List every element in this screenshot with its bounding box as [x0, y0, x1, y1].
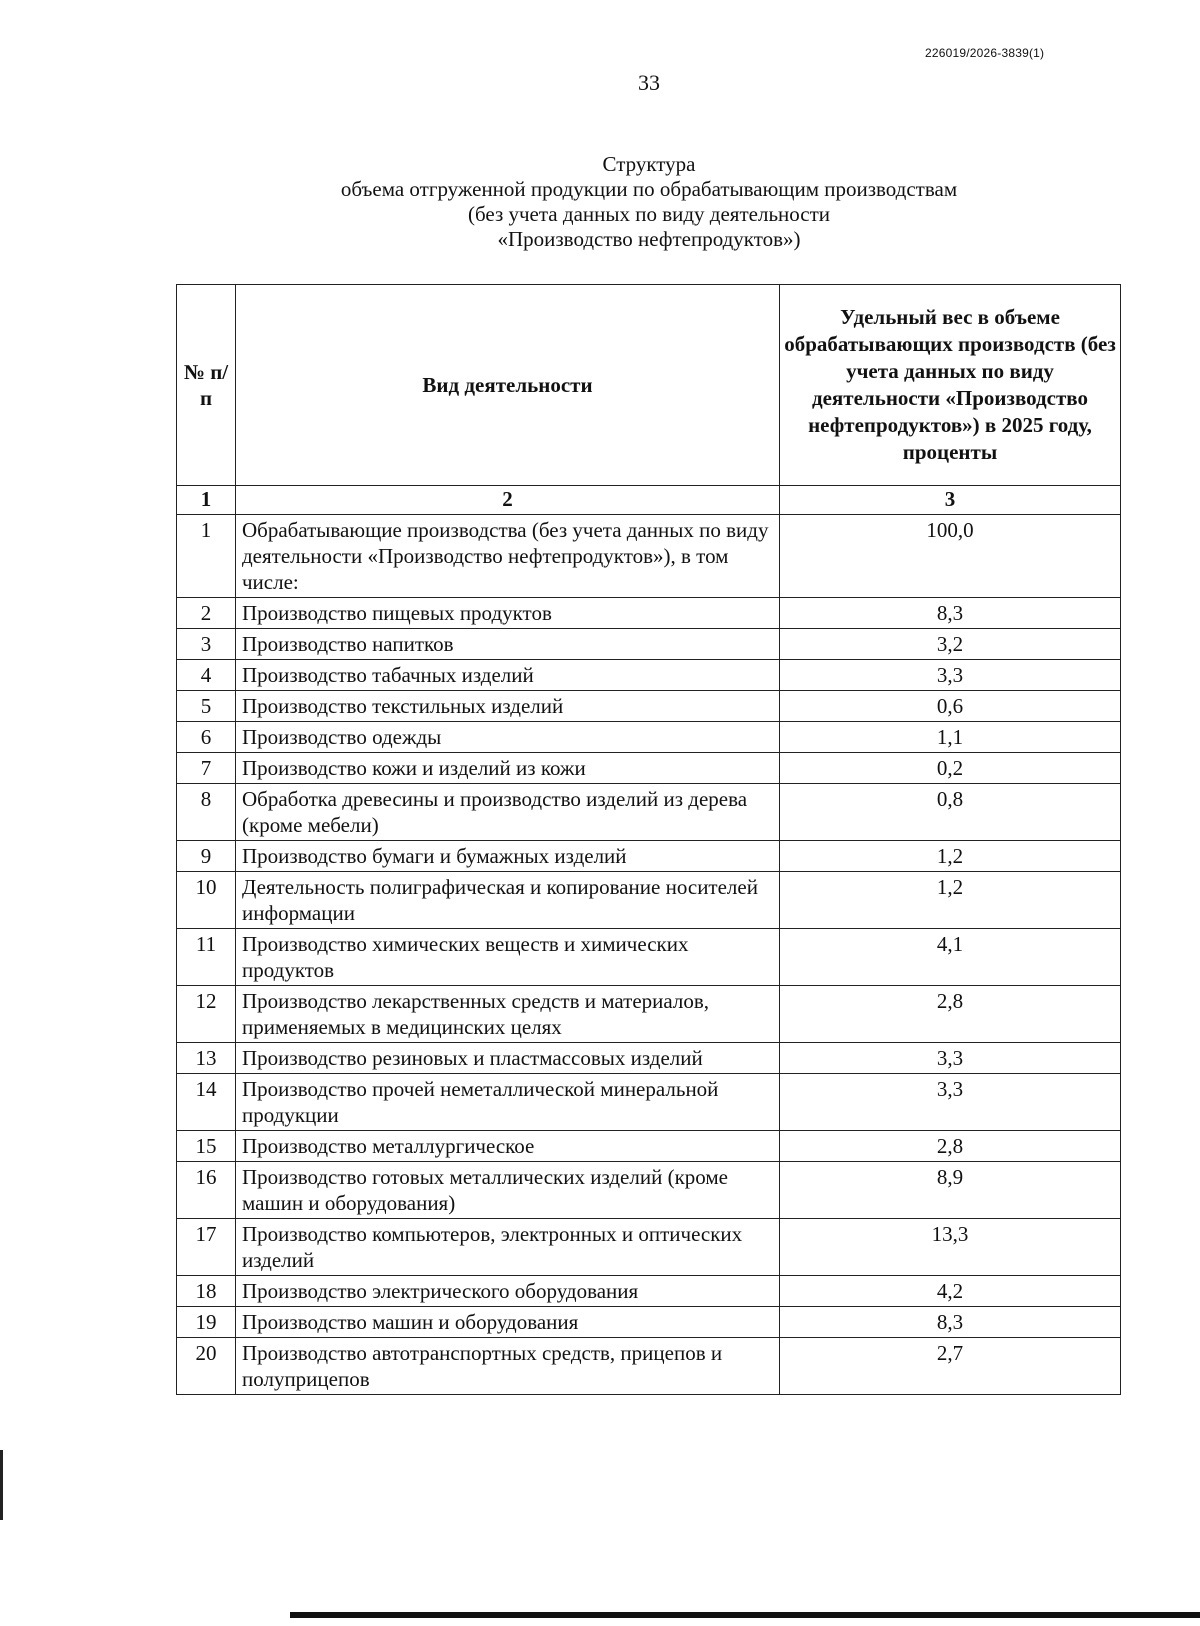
row-share: 1,2	[780, 872, 1121, 929]
row-share: 8,3	[780, 598, 1121, 629]
row-activity: Производство машин и оборудования	[236, 1307, 780, 1338]
table-row	[177, 872, 1121, 929]
title-line: Структура	[602, 152, 696, 176]
table-header-row	[177, 285, 1121, 486]
row-number: 17	[177, 1219, 236, 1276]
row-number: 4	[177, 660, 236, 691]
table-row	[177, 1131, 1121, 1162]
table-row	[177, 1338, 1121, 1395]
row-activity: Производство кожи и изделий из кожи	[236, 753, 780, 784]
table-row	[177, 660, 1121, 691]
row-activity: Производство напитков	[236, 629, 780, 660]
table-index-row	[177, 486, 1121, 515]
row-share: 100,0	[780, 515, 1121, 598]
row-activity: Производство пищевых продуктов	[236, 598, 780, 629]
row-number: 1	[177, 515, 236, 598]
table-row	[177, 1043, 1121, 1074]
row-activity: Обрабатывающие производства (без учета данных по виду деятельности «Производство нефтепродуктов»), в том числе:	[236, 515, 780, 598]
row-number: 18	[177, 1276, 236, 1307]
row-activity: Производство прочей неметаллической минеральной продукции	[236, 1074, 780, 1131]
table-row	[177, 722, 1121, 753]
table-row	[177, 929, 1121, 986]
activity-structure-table	[176, 284, 1121, 1395]
table-row	[177, 1276, 1121, 1307]
row-number: 14	[177, 1074, 236, 1131]
row-share: 4,2	[780, 1276, 1121, 1307]
row-activity: Производство автотранспортных средств, прицепов и полуприцепов	[236, 1338, 780, 1395]
row-number: 6	[177, 722, 236, 753]
table-row	[177, 841, 1121, 872]
index-cell: 3	[780, 486, 1121, 515]
row-activity: Производство бумаги и бумажных изделий	[236, 841, 780, 872]
row-share: 0,6	[780, 691, 1121, 722]
row-number: 7	[177, 753, 236, 784]
scan-edge-line	[290, 1612, 1200, 1618]
row-share: 0,2	[780, 753, 1121, 784]
title-line: объема отгруженной продукции по обрабатывающим производствам	[340, 177, 958, 201]
table-body	[177, 515, 1121, 1395]
table-row	[177, 691, 1121, 722]
row-activity: Производство химических веществ и химических продуктов	[236, 929, 780, 986]
document-title	[0, 152, 1200, 252]
row-number: 10	[177, 872, 236, 929]
table-row	[177, 986, 1121, 1043]
row-share: 13,3	[780, 1219, 1121, 1276]
row-share: 2,7	[780, 1338, 1121, 1395]
row-activity: Производство лекарственных средств и материалов, применяемых в медицинских целях	[236, 986, 780, 1043]
table-row	[177, 1219, 1121, 1276]
row-share: 2,8	[780, 986, 1121, 1043]
row-share: 8,9	[780, 1162, 1121, 1219]
row-share: 0,8	[780, 784, 1121, 841]
row-activity: Деятельность полиграфическая и копирование носителей информации	[236, 872, 780, 929]
row-number: 9	[177, 841, 236, 872]
row-activity: Производство готовых металлических изделий (кроме машин и оборудования)	[236, 1162, 780, 1219]
row-number: 20	[177, 1338, 236, 1395]
table-row	[177, 629, 1121, 660]
row-share: 1,1	[780, 722, 1121, 753]
row-number: 2	[177, 598, 236, 629]
row-activity: Производство резиновых и пластмассовых изделий	[236, 1043, 780, 1074]
row-activity: Производство электрического оборудования	[236, 1276, 780, 1307]
row-activity: Обработка древесины и производство изделий из дерева (кроме мебели)	[236, 784, 780, 841]
table-row	[177, 515, 1121, 598]
row-activity: Производство металлургическое	[236, 1131, 780, 1162]
row-share: 1,2	[780, 841, 1121, 872]
table-row	[177, 1074, 1121, 1131]
row-number: 11	[177, 929, 236, 986]
table-row	[177, 598, 1121, 629]
table-row	[177, 1307, 1121, 1338]
row-activity: Производство табачных изделий	[236, 660, 780, 691]
row-number: 19	[177, 1307, 236, 1338]
row-share: 3,2	[780, 629, 1121, 660]
page-number: 33	[638, 70, 660, 95]
title-line: «Производство нефтепродуктов»)	[497, 227, 801, 251]
row-share: 4,1	[780, 929, 1121, 986]
header-activity: Вид деятельности	[236, 285, 780, 486]
scan-edge-mark	[0, 1450, 3, 1520]
index-cell: 1	[177, 486, 236, 515]
row-number: 12	[177, 986, 236, 1043]
row-share: 8,3	[780, 1307, 1121, 1338]
row-activity: Производство текстильных изделий	[236, 691, 780, 722]
table-row	[177, 1162, 1121, 1219]
row-share: 3,3	[780, 1043, 1121, 1074]
header-share: Удельный вес в объеме обрабатывающих производств (без учета данных по виду деятельности «Производство нефтепродуктов») в 2025 году, проценты	[780, 285, 1121, 486]
document-id: 226019/2026-3839(1)	[925, 46, 1045, 60]
row-activity: Производство компьютеров, электронных и оптических изделий	[236, 1219, 780, 1276]
row-number: 15	[177, 1131, 236, 1162]
row-share: 2,8	[780, 1131, 1121, 1162]
table-row	[177, 784, 1121, 841]
row-number: 8	[177, 784, 236, 841]
row-number: 16	[177, 1162, 236, 1219]
index-cell: 2	[236, 486, 780, 515]
title-line: (без учета данных по виду деятельности	[467, 202, 831, 226]
table-row	[177, 753, 1121, 784]
row-activity: Производство одежды	[236, 722, 780, 753]
row-number: 13	[177, 1043, 236, 1074]
header-number: № п/п	[177, 285, 236, 486]
row-share: 3,3	[780, 1074, 1121, 1131]
row-number: 3	[177, 629, 236, 660]
row-number: 5	[177, 691, 236, 722]
row-share: 3,3	[780, 660, 1121, 691]
